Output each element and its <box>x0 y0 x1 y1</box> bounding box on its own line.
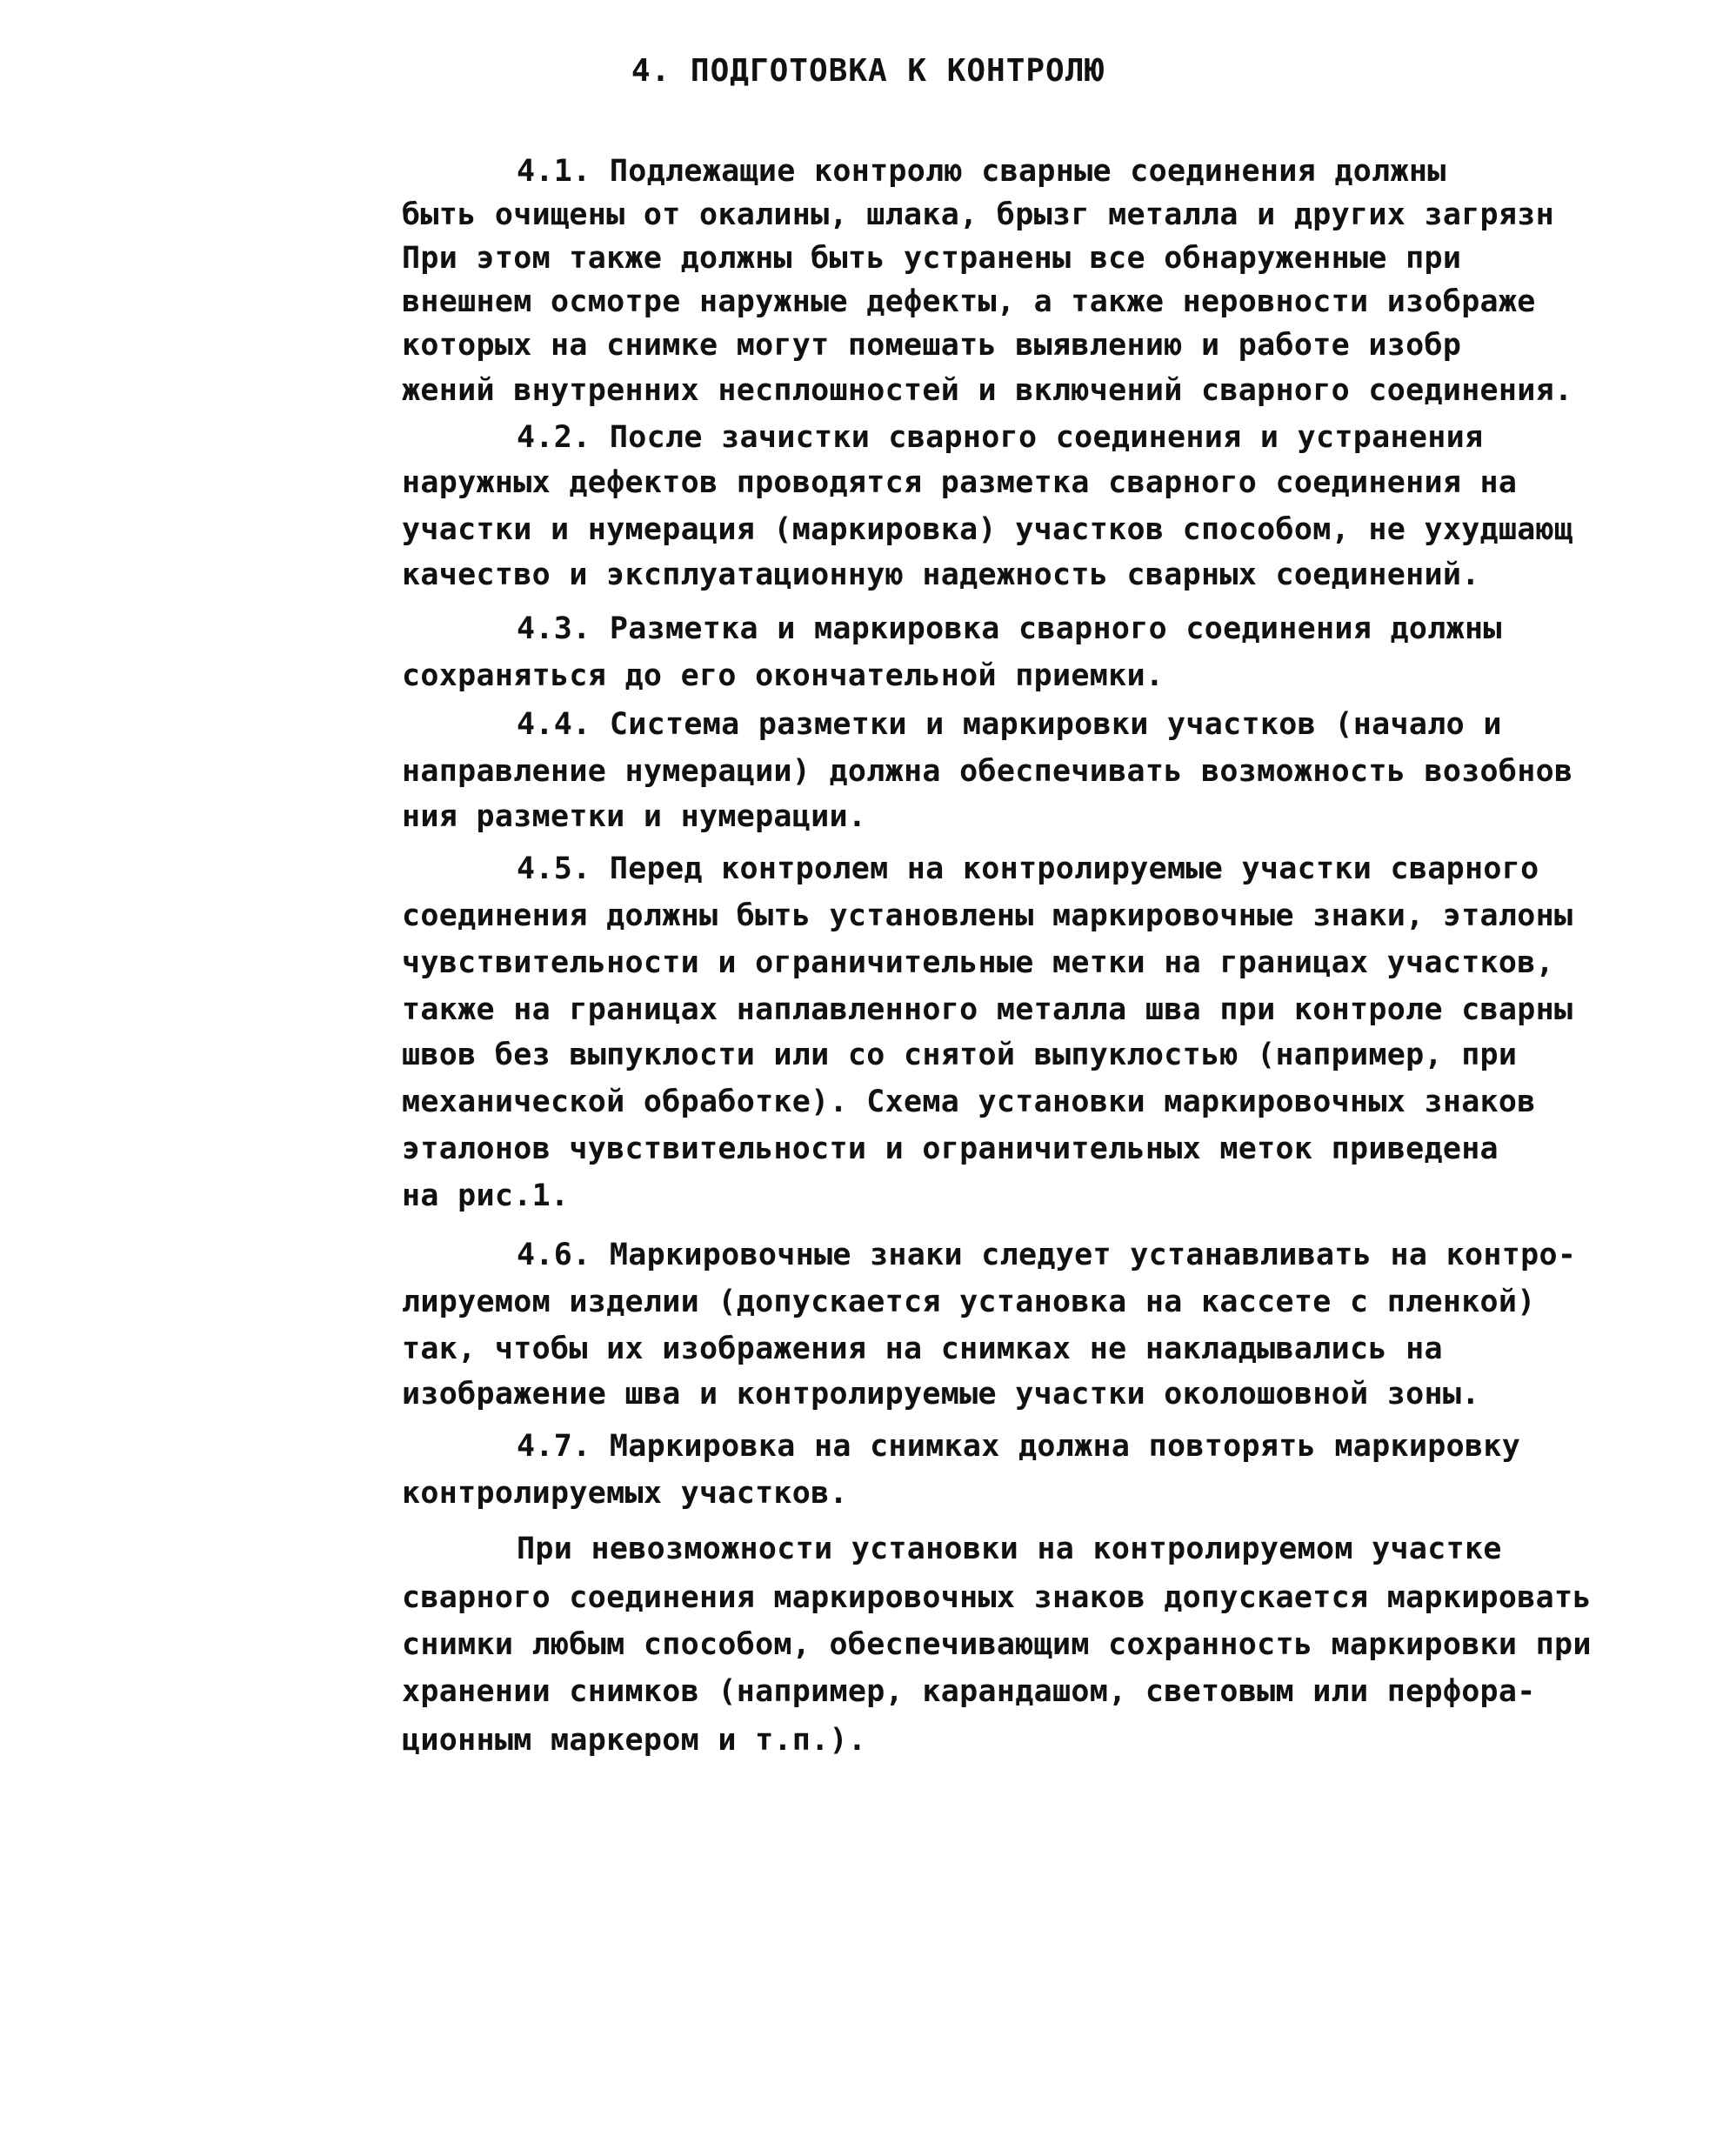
text-line: наружных дефектов проводятся разметка сварного соединения на <box>402 465 1518 500</box>
text-line: эталонов чувствительности и ограничительных меток приведена <box>402 1131 1499 1166</box>
text-line: соединения должны быть установлены маркировочные знаки, эталоны <box>402 898 1573 933</box>
text-line: направление нумерации) должна обеспечивать возможность возобнов <box>402 754 1573 789</box>
text-line: которых на снимке могут помешать выявлению и работе изобр <box>402 328 1462 363</box>
text-line: снимки любым способом, обеспечивающим сохранность маркировки при <box>402 1627 1592 1662</box>
text-line: изображение шва и контролируемые участки околошовной зоны. <box>402 1377 1480 1412</box>
text-line: 4.4. Система разметки и маркировки участков (начало и <box>517 707 1502 742</box>
text-line: также на границах наплавленного металла шва при контроле сварны <box>402 992 1573 1027</box>
text-line: хранении снимков (например, карандашом, световым или перфора- <box>402 1674 1536 1709</box>
text-line: 4.7. Маркировка на снимках должна повторять маркировку <box>517 1429 1521 1464</box>
section-heading: 4. ПОДГОТОВКА К КОНТРОЛЮ <box>631 53 1105 89</box>
text-line: чувствительности и ограничительные метки на границах участков, <box>402 945 1555 980</box>
text-line: ционным маркером и т.п.). <box>402 1723 867 1758</box>
text-line: 4.1. Подлежащие контролю сварные соединения должны <box>517 154 1446 189</box>
text-line: механической обработке). Схема установки маркировочных знаков <box>402 1085 1536 1119</box>
text-line: участки и нумерация (маркировка) участков способом, не ухудшающ <box>402 512 1573 547</box>
text-line: швов без выпуклости или со снятой выпуклостью (например, при <box>402 1038 1518 1072</box>
text-line: так, чтобы их изображения на снимках не накладывались на <box>402 1332 1443 1366</box>
text-line: сохраняться до его окончательной приемки. <box>402 658 1165 693</box>
text-line: на рис.1. <box>402 1178 570 1213</box>
text-line: 4.3. Разметка и маркировка сварного соединения должны <box>517 611 1502 646</box>
text-line: жений внутренних несплошностей и включений сварного соединения. <box>402 373 1573 408</box>
text-line: качество и эксплуатационную надежность сварных соединений. <box>402 557 1480 592</box>
text-line: 4.6. Маркировочные знаки следует устанавливать на контро- <box>517 1238 1577 1272</box>
text-line: сварного соединения маркировочных знаков допускается маркировать <box>402 1580 1592 1615</box>
text-line: 4.2. После зачистки сварного соединения и устранения <box>517 420 1484 455</box>
text-line: быть очищены от окалины, шлака, брызг металла и других загрязн <box>402 197 1555 232</box>
text-line: При невозможности установки на контролируемом участке <box>517 1532 1502 1566</box>
text-line: 4.5. Перед контролем на контролируемые участки сварного <box>517 851 1539 886</box>
text-line: внешнем осмотре наружные дефекты, а также неровности изображе <box>402 284 1536 319</box>
text-line: лируемом изделии (допускается установка на кассете с пленкой) <box>402 1285 1536 1319</box>
text-line: ния разметки и нумерации. <box>402 799 867 834</box>
text-line: При этом также должны быть устранены все обнаруженные при <box>402 241 1462 276</box>
text-line: контролируемых участков. <box>402 1476 848 1511</box>
